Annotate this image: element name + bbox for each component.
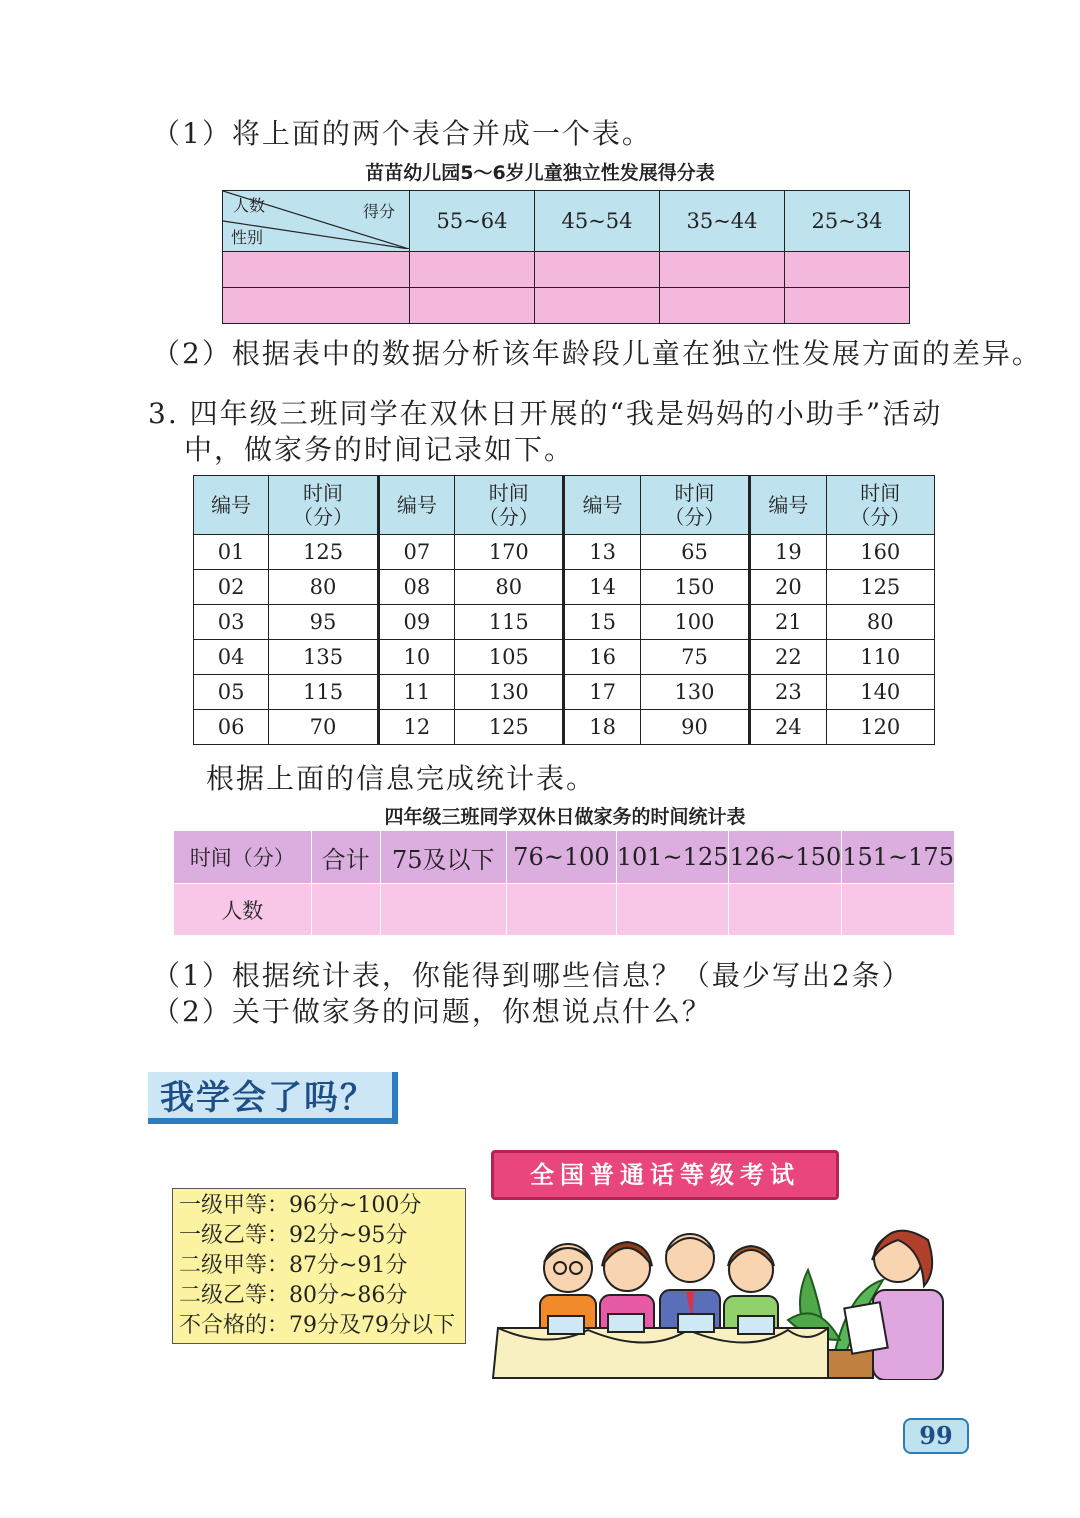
cell: 115: [269, 675, 378, 710]
question-1-1: （1）将上面的两个表合并成一个表。: [152, 117, 652, 150]
page-number: 99: [903, 1418, 969, 1454]
cell: 18: [564, 710, 640, 745]
table-row: [194, 640, 935, 675]
cell: 14: [564, 570, 640, 605]
instruction: 根据上面的信息完成统计表。: [206, 762, 597, 795]
blank-cell[interactable]: [616, 884, 729, 936]
table-row: [174, 884, 955, 936]
header-time-line1: 时间: [674, 481, 715, 505]
grade-levels-box: [172, 1188, 466, 1344]
header-id: 编号: [378, 476, 454, 535]
table-row: [194, 570, 935, 605]
cell: 08: [378, 570, 454, 605]
header-time-line2: （分）: [478, 505, 539, 529]
header-time: [640, 476, 749, 535]
table-row: [223, 288, 910, 324]
cell: 75: [640, 640, 749, 675]
question-3-2: （2）关于做家务的问题，你想说点什么？: [152, 995, 712, 1028]
score-range-header: 45~54: [535, 191, 660, 252]
cell: 130: [455, 675, 564, 710]
cell: 03: [194, 605, 269, 640]
stat-header: 76~100: [507, 831, 617, 884]
cell: 80: [826, 605, 935, 640]
cell: 80: [455, 570, 564, 605]
header-time-line2: （分）: [293, 505, 354, 529]
blank-cell[interactable]: [311, 884, 380, 936]
housework-stat-table: [174, 831, 955, 935]
cell: 04: [194, 640, 269, 675]
independence-score-table: [222, 190, 910, 324]
table-row: [194, 535, 935, 570]
problem-3-line1: 3. 四年级三班同学在双休日开展的“我是妈妈的小助手”活动: [148, 397, 943, 430]
question-1-2: （2）根据表中的数据分析该年龄段儿童在独立性发展方面的差异。: [152, 337, 1042, 370]
stat-table-title: 四年级三班同学双休日做家务的时间统计表: [384, 806, 746, 828]
blank-cell[interactable]: [380, 884, 507, 936]
score-range-header: 35~44: [660, 191, 785, 252]
grade-level: 一级乙等：92分~95分: [179, 1223, 408, 1248]
cell: 15: [564, 605, 640, 640]
cell: 05: [194, 675, 269, 710]
cell: 22: [750, 640, 826, 675]
blank-cell[interactable]: [223, 252, 410, 288]
cell: 07: [378, 535, 454, 570]
cell: 80: [269, 570, 378, 605]
cell: 125: [826, 570, 935, 605]
cell: 09: [378, 605, 454, 640]
cell: 13: [564, 535, 640, 570]
cell: 16: [564, 640, 640, 675]
stat-header: 75及以下: [380, 831, 507, 884]
cell: 12: [378, 710, 454, 745]
cell: 23: [750, 675, 826, 710]
blank-cell[interactable]: [842, 884, 955, 936]
blank-cell[interactable]: [507, 884, 617, 936]
blank-cell[interactable]: [660, 288, 785, 324]
cell: 115: [455, 605, 564, 640]
blank-cell[interactable]: [535, 288, 660, 324]
grade-level: 二级乙等：80分~86分: [179, 1283, 408, 1308]
header-time-line2: （分）: [850, 505, 911, 529]
cell: 130: [640, 675, 749, 710]
cell: 21: [750, 605, 826, 640]
stat-header: 101~125: [616, 831, 729, 884]
cell: 19: [750, 535, 826, 570]
grade-level: 一级甲等：96分~100分: [179, 1193, 422, 1218]
section-title: 我学会了吗？: [148, 1072, 398, 1124]
cell: 120: [826, 710, 935, 745]
blank-cell[interactable]: [785, 288, 910, 324]
cell: 170: [455, 535, 564, 570]
header-time: [455, 476, 564, 535]
cell: 01: [194, 535, 269, 570]
cell: 110: [826, 640, 935, 675]
cell: 02: [194, 570, 269, 605]
stat-header: 时间（分）: [174, 831, 311, 884]
header-time-line1: 时间: [303, 481, 344, 505]
blank-cell[interactable]: [785, 252, 910, 288]
cell: 17: [564, 675, 640, 710]
diag-label-gender: 性别: [231, 228, 264, 247]
exam-banner: 全国普通话等级考试: [491, 1150, 839, 1200]
blank-cell[interactable]: [410, 252, 535, 288]
cell: 105: [455, 640, 564, 675]
stat-row-label: 人数: [174, 884, 311, 936]
diag-label-count: 人数: [233, 196, 266, 215]
blank-cell[interactable]: [660, 252, 785, 288]
diagonal-header-cell: [223, 191, 410, 252]
cell: 160: [826, 535, 935, 570]
table-title-independence: 苗苗幼儿园5～6岁儿童独立性发展得分表: [365, 162, 715, 184]
exam-scene-illustration: [488, 1200, 958, 1380]
table-row: [194, 605, 935, 640]
cell: 125: [269, 535, 378, 570]
stat-header: 126~150: [729, 831, 842, 884]
problem-3-line2: 中，做家务的时间记录如下。: [184, 433, 575, 466]
header-time: [826, 476, 935, 535]
cell: 150: [640, 570, 749, 605]
score-range-header: 25~34: [785, 191, 910, 252]
table-row: [194, 710, 935, 745]
grade-level: 二级甲等：87分~91分: [179, 1253, 408, 1278]
header-time-line1: 时间: [860, 481, 901, 505]
blank-cell[interactable]: [729, 884, 842, 936]
housework-time-table: [193, 475, 935, 745]
header-id: 编号: [194, 476, 269, 535]
cell: 65: [640, 535, 749, 570]
cell: 135: [269, 640, 378, 675]
blank-cell[interactable]: [223, 288, 410, 324]
grade-level: 不合格的：79分及79分以下: [179, 1313, 455, 1338]
table-row: [194, 675, 935, 710]
diag-label-score: 得分: [362, 202, 395, 221]
header-id: 编号: [564, 476, 640, 535]
header-time-line2: （分）: [664, 505, 725, 529]
cell: 95: [269, 605, 378, 640]
stat-header: 合计: [311, 831, 380, 884]
cell: 100: [640, 605, 749, 640]
header-id: 编号: [750, 476, 826, 535]
cell: 70: [269, 710, 378, 745]
cell: 11: [378, 675, 454, 710]
cell: 10: [378, 640, 454, 675]
blank-cell[interactable]: [535, 252, 660, 288]
score-range-header: 55~64: [410, 191, 535, 252]
header-time-line1: 时间: [488, 481, 529, 505]
blank-cell[interactable]: [410, 288, 535, 324]
cell: 24: [750, 710, 826, 745]
stat-header: 151~175: [842, 831, 955, 884]
header-time: [269, 476, 378, 535]
cell: 06: [194, 710, 269, 745]
cell: 140: [826, 675, 935, 710]
cell: 125: [455, 710, 564, 745]
question-3-1: （1）根据统计表，你能得到哪些信息？（最少写出2条）: [152, 959, 912, 992]
cell: 90: [640, 710, 749, 745]
cell: 20: [750, 570, 826, 605]
table-row: [223, 252, 910, 288]
